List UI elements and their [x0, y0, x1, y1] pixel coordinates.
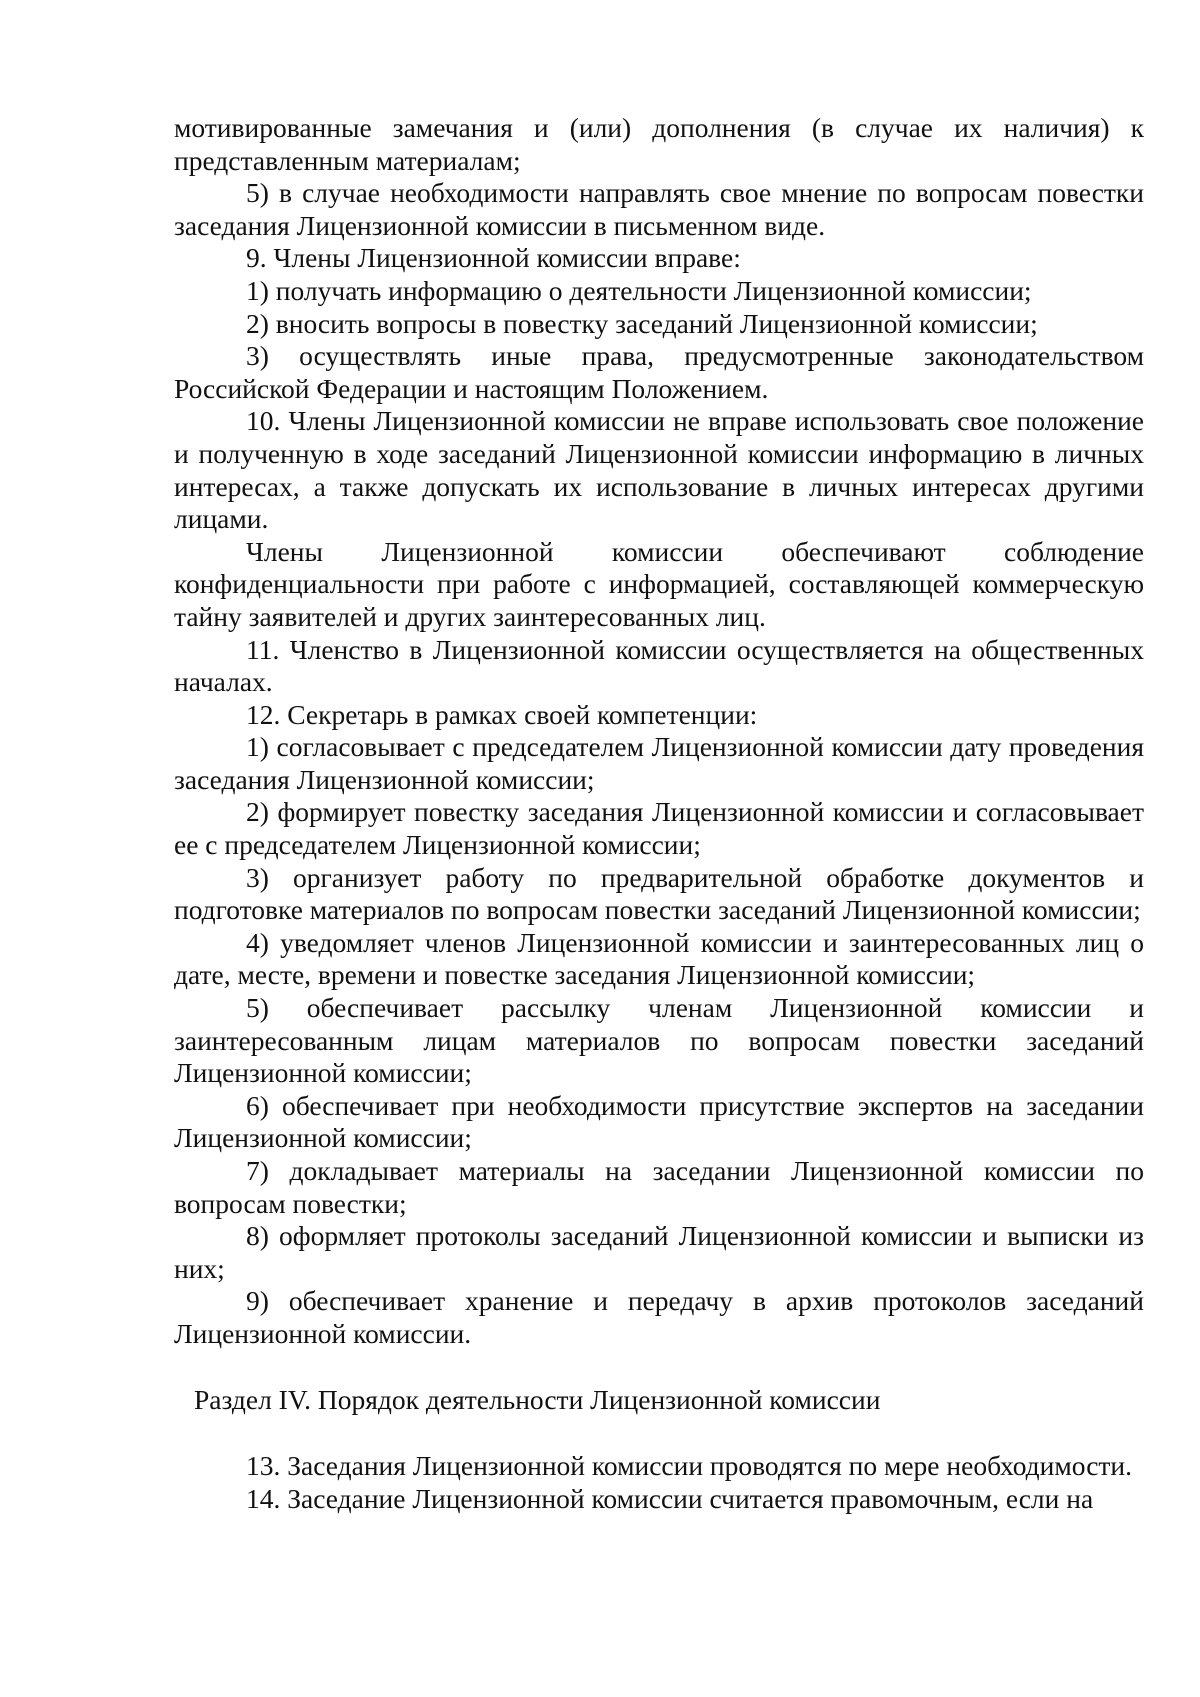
paragraph: 6) обеспечивает при необходимости присутствие экспертов на заседании Лицензионной комиссии; — [174, 1089, 1144, 1154]
paragraphs-after-heading — [174, 1450, 1144, 1515]
paragraph: 5) обеспечивает рассылку членам Лицензионной комиссии и заинтересованным лицам материалов по вопросам повестки заседаний Лицензионной комиссии; — [174, 992, 1144, 1089]
paragraph: 12. Секретарь в рамках своей компетенции: — [246, 698, 758, 730]
paragraph: 13. Заседания Лицензионной комиссии проводятся по мере необходимости. — [246, 1450, 1133, 1482]
paragraph: 8) оформляет протоколы заседаний Лицензионной комиссии и выписки из них; — [174, 1220, 1144, 1284]
paragraph: 2) формирует повестку заседания Лицензионной комиссии и согласовывает ее с председателем Лицензионной комиссии; — [174, 796, 1144, 861]
paragraph: 11. Членство в Лицензионной комиссии осуществляется на общественных началах. — [174, 633, 1144, 698]
document-page — [174, 112, 1144, 1515]
section-heading: Раздел IV. Порядок деятельности Лицензионной комиссии — [194, 1383, 881, 1415]
paragraph: 3) организует работу по предварительной обработке документов и подготовке материалов по вопросам повестки заседаний Лицензионной комиссии; — [174, 861, 1144, 926]
paragraph: 10. Члены Лицензионной комиссии не вправе использовать свое положение и полученную в ходе заседаний Лицензионной комиссии информацию в личных интересах, а также допускать их использование в личных интересах другими лицами. — [174, 405, 1144, 535]
paragraph: 1) получать информацию о деятельности Лицензионной комиссии; — [246, 274, 1032, 306]
paragraph: 9. Члены Лицензионной комиссии вправе: — [246, 242, 741, 274]
paragraph: 5) в случае необходимости направлять свое мнение по вопросам повестки заседания Лицензионной комиссии в письменном виде. — [174, 177, 1144, 241]
paragraph: 4) уведомляет членов Лицензионной комиссии и заинтересованных лиц о дате, месте, времени и повестке заседания Лицензионной комиссии; — [174, 926, 1144, 991]
paragraph: 14. Заседание Лицензионной комиссии считается правомочным, если на — [246, 1482, 1094, 1514]
paragraph: 3) осуществлять иные права, предусмотренные законодательством Российской Федерации и настоящим Положением. — [174, 340, 1144, 404]
paragraphs-before-heading — [174, 112, 1144, 1351]
paragraph: Члены Лицензионной комиссии обеспечивают соблюдение конфиденциальности при работе с информацией, составляющей коммерческую тайну заявителей и других заинтересованных лиц. — [174, 535, 1144, 632]
paragraph: 7) докладывает материалы на заседании Лицензионной комиссии по вопросам повестки; — [174, 1155, 1144, 1219]
paragraph: мотивированные замечания и (или) дополнения (в случае их наличия) к представленным материалам; — [174, 112, 1144, 176]
paragraph: 9) обеспечивает хранение и передачу в архив протоколов заседаний Лицензионной комиссии. — [174, 1285, 1144, 1349]
paragraph: 1) согласовывает с председателем Лицензионной комиссии дату проведения заседания Лицензионной комиссии; — [174, 731, 1144, 795]
paragraph: 2) вносить вопросы в повестку заседаний Лицензионной комиссии; — [246, 307, 1038, 339]
